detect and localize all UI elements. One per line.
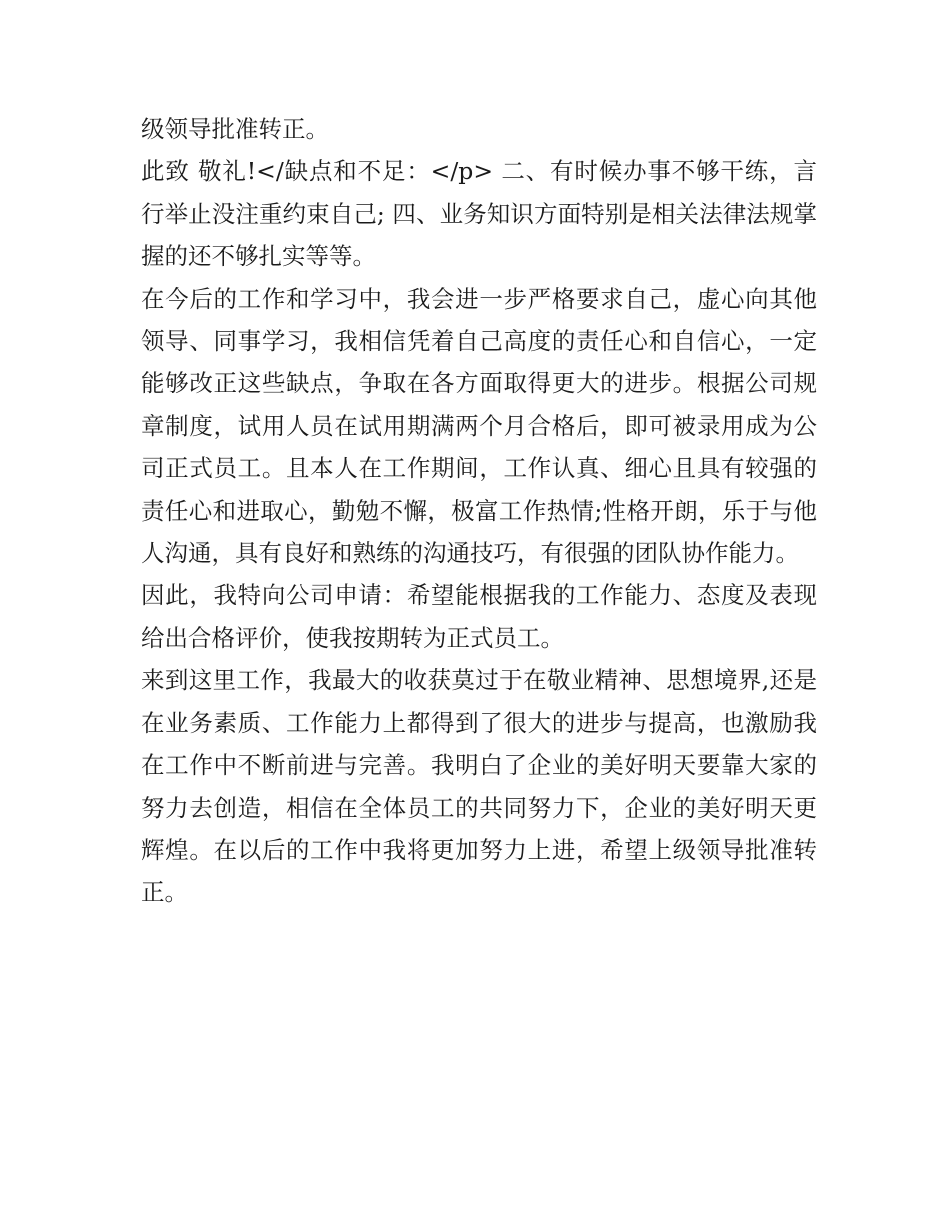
paragraph-gains: 来到这里工作，我最大的收获莫过于在敬业精神、思想境界,还是在业务素质、工作能力上都得到了很大的进步与提高，也激励我在工作中不断前进与完善。我明白了企业的美好明天要靠大家的努力去创造，相信在全体员工的共同努力下，企业的美好明天更辉煌。在以后的工作中我将更加努力上进，希望上级领导批准转正。 xyxy=(141,666,817,907)
paragraph-application: 因此，我特向公司申请：希望能根据我的工作能力、态度及表现给出合格评价，使我按期转为正式员工。 xyxy=(141,581,817,652)
document-body xyxy=(141,108,817,914)
paragraph-shortcomings: 此致 敬礼!</缺点和不足：</p> 二、有时候办事不够干练，言行举止没注重约束自己; 四、业务知识方面特别是相关法律法规掌握的还不够扎实等等。 xyxy=(141,157,817,271)
paragraph-improvement: 在今后的工作和学习中，我会进一步严格要求自己，虚心向其他领导、同事学习，我相信凭着自己高度的责任心和自信心，一定能够改正这些缺点，争取在各方面取得更大的进步。根据公司规章制度，试用人员在试用期满两个月合格后，即可被录用成为公司正式员工。且本人在工作期间，工作认真、细心且具有较强的责任心和进取心，勤勉不懈，极富工作热情;性格开朗，乐于与他人沟通，具有良好和熟练的沟通技巧，有很强的团队协作能力。 xyxy=(141,284,817,568)
paragraph-closing-line: 级领导批准转正。 xyxy=(141,115,329,143)
